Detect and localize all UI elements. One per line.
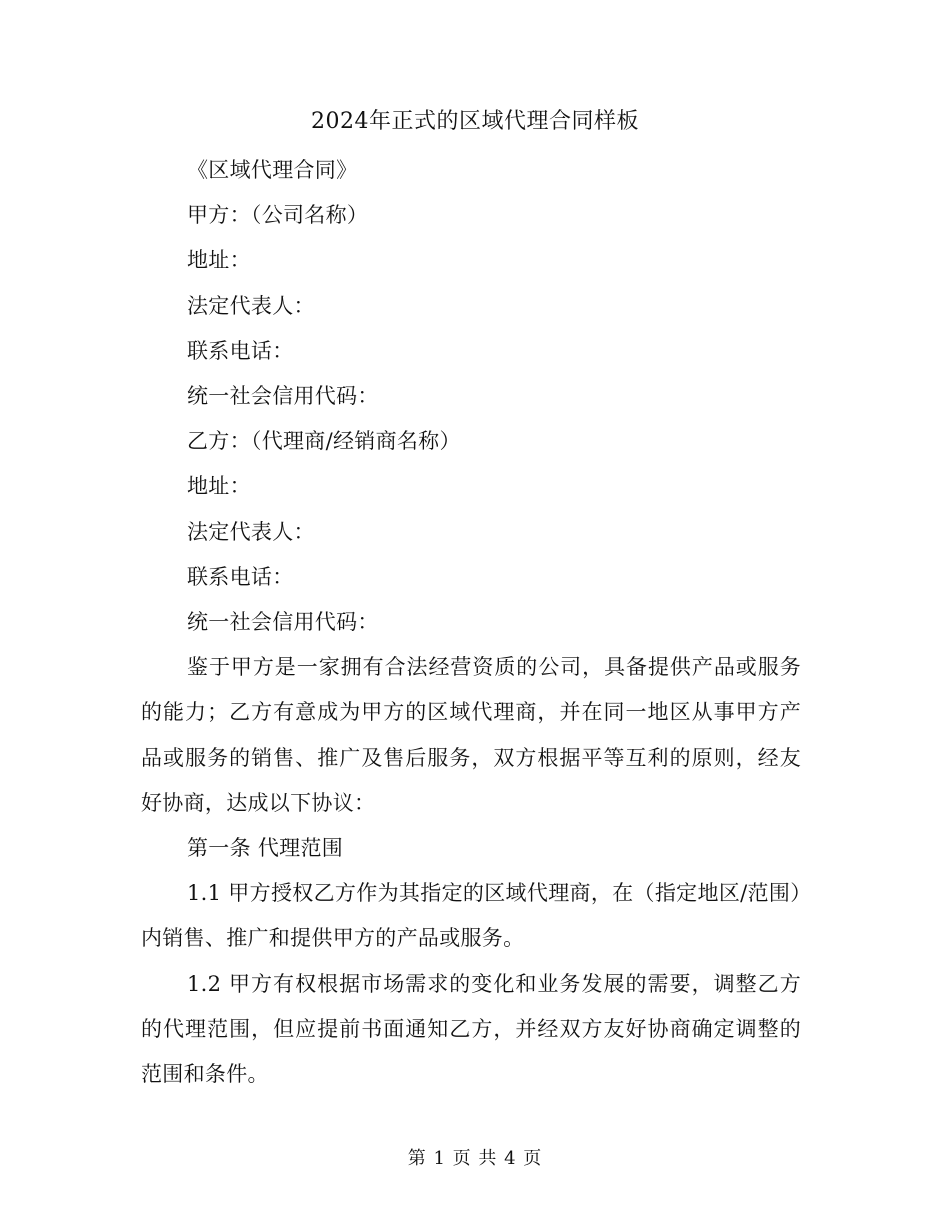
page-footer: 第 1 页 共 4 页 [407,1148,543,1169]
document-title: 2024年正式的区域代理合同样板 [311,109,639,134]
party-b-name: 乙方：（代理商/经销商名称） [187,429,461,454]
party-a-credit-code: 统一社会信用代码： [187,384,379,409]
party-b-legal-representative: 法定代表人： [187,519,315,544]
party-b-address: 地址： [187,474,251,499]
party-b-credit-code: 统一社会信用代码： [187,610,379,635]
document-body [141,148,801,1097]
clause-1-2: 1.2 甲方有权根据市场需求的变化和业务发展的需要，调整乙方的代理范围，但应提前书面通知乙方，并经双方友好协商确定调整的范围和条件。 [141,971,801,1087]
party-a-legal-representative: 法定代表人： [187,293,315,318]
clause-1-1: 1.1 甲方授权乙方作为其指定的区域代理商，在（指定地区/范围）内销售、推广和提供甲方的产品或服务。 [141,881,801,951]
party-a-name: 甲方：（公司名称） [187,203,369,228]
party-a-phone: 联系电话： [187,338,294,363]
preamble-paragraph: 鉴于甲方是一家拥有合法经营资质的公司，具备提供产品或服务的能力；乙方有意成为甲方的区域代理商，并在同一地区从事甲方产品或服务的销售、推广及售后服务，双方根据平等互利的原则，经友好协商，达成以下协议： [141,655,801,815]
party-a-address: 地址： [187,248,251,273]
article-1-heading: 第一条 代理范围 [187,836,344,861]
party-b-phone: 联系电话： [187,564,294,589]
contract-name: 《区域代理合同》 [187,158,358,182]
